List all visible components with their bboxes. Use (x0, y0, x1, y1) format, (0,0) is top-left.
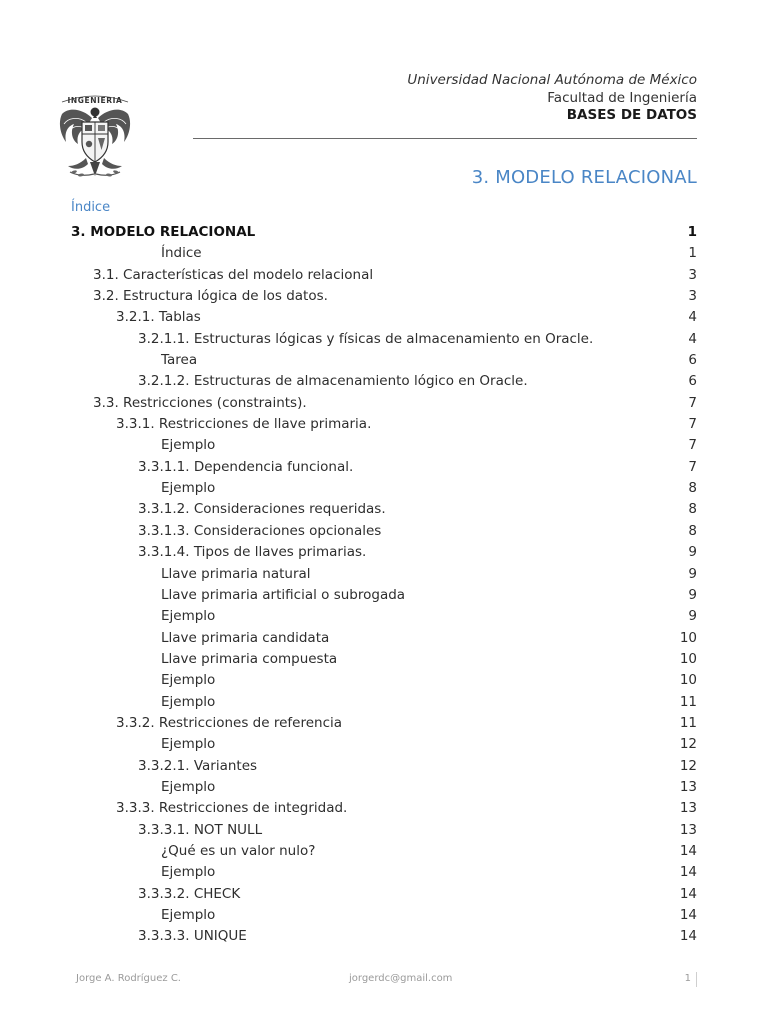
toc-entry[interactable] (71, 350, 697, 371)
header-rule (193, 138, 697, 139)
toc-entry-page: 9 (688, 544, 697, 561)
toc-entry[interactable] (71, 777, 697, 798)
toc-entry-page: 11 (679, 714, 697, 731)
toc-entry-page: 6 (688, 352, 697, 369)
toc-entry-label: Ejemplo (161, 480, 216, 497)
toc-entry[interactable] (71, 478, 697, 499)
toc-entry[interactable] (71, 585, 697, 606)
toc-entry-page: 7 (688, 437, 697, 454)
faculty-name: Facultad de Ingeniería (547, 89, 697, 106)
toc-entry-label: 3.3.3.3. UNIQUE (138, 928, 247, 945)
toc-entry-page: 9 (688, 565, 697, 582)
toc-entry[interactable] (71, 222, 697, 243)
toc-entry-label: 3.3.3.2. CHECK (138, 885, 241, 902)
toc-entry-label: Llave primaria candidata (161, 629, 330, 646)
toc-entry-label: Ejemplo (161, 864, 216, 881)
toc-entry-page: 14 (679, 907, 697, 923)
toc-entry[interactable] (71, 734, 697, 755)
toc-entry[interactable] (71, 649, 697, 670)
toc-entry-page: 13 (679, 800, 697, 817)
toc-entry-page: 12 (679, 757, 697, 774)
toc-entry-page: 12 (679, 736, 697, 753)
toc-entry-page: 9 (688, 586, 697, 603)
toc-entry-label: Llave primaria natural (161, 565, 311, 582)
toc-entry-page: 1 (687, 224, 697, 240)
toc-entry[interactable] (71, 414, 697, 435)
chapter-title: 3. MODELO RELACIONAL (471, 167, 697, 188)
toc-entry-label: 3.3.1.3. Consideraciones opcionales (138, 522, 382, 539)
footer-divider (696, 972, 697, 987)
toc-entry-page: 14 (679, 928, 697, 945)
toc-entry[interactable] (71, 692, 697, 713)
toc-entry-page: 7 (688, 416, 697, 433)
toc-entry-page: 6 (688, 373, 697, 390)
toc-entry[interactable] (71, 798, 697, 819)
toc-entry-label: 3.3.3.1. NOT NULL (138, 821, 263, 838)
toc-entry-page: 14 (679, 864, 697, 881)
toc-entry-label: Ejemplo (161, 693, 216, 710)
toc-entry-page: 3 (688, 266, 697, 283)
toc-entry[interactable] (71, 243, 697, 264)
toc-entry-label: 3.3.2. Restricciones de referencia (116, 714, 343, 731)
toc-entry-label: 3.2.1. Tablas (116, 309, 201, 326)
toc-entry-page: 8 (688, 501, 697, 518)
toc-entry-page: 9 (688, 608, 697, 625)
toc-entry[interactable] (71, 499, 697, 520)
toc-entry-label: 3.2.1.2. Estructuras de almacenamiento lógico en Oracle. (138, 373, 528, 390)
toc-entry-label: 3.2.1.1. Estructuras lógicas y físicas de almacenamiento en Oracle. (138, 330, 594, 347)
toc-entry-label: 3.3.1.2. Consideraciones requeridas. (138, 501, 386, 518)
toc-entry[interactable] (71, 286, 697, 307)
toc-entry-label: 3.3.1.4. Tipos de llaves primarias. (138, 544, 367, 561)
toc-entry-label: Llave primaria compuesta (161, 650, 338, 667)
toc-entry-page: 11 (679, 693, 697, 710)
toc-entry-page: 14 (679, 842, 697, 859)
toc-entry-page: 8 (688, 522, 697, 539)
toc-entry-page: 7 (688, 394, 697, 411)
toc-entry[interactable] (71, 713, 697, 734)
toc-entry[interactable] (71, 628, 697, 649)
toc-entry-label: Llave primaria artificial o subrogada (161, 586, 406, 603)
university-name: Universidad Nacional Autónoma de México (407, 72, 697, 88)
toc-entry[interactable] (71, 457, 697, 478)
logo-text: INGENIERIA (67, 96, 123, 105)
document-footer (76, 973, 697, 987)
toc-entry[interactable] (71, 862, 697, 883)
toc-entry-label: Ejemplo (161, 437, 216, 454)
toc-entry[interactable] (71, 435, 697, 456)
toc-entry-label: Ejemplo (161, 672, 216, 689)
toc-entry-page: 3 (688, 288, 697, 305)
toc-entry-page: 4 (688, 309, 697, 326)
toc-entry-label: Ejemplo (161, 608, 216, 625)
toc-entry[interactable] (71, 926, 697, 947)
footer-page-number: 1 (684, 973, 691, 984)
toc-entry-page: 10 (679, 650, 697, 667)
toc-entry-page: 10 (679, 672, 697, 689)
ingenieria-seal-icon (56, 92, 134, 182)
toc-entry[interactable] (71, 307, 697, 328)
toc-entry[interactable] (71, 820, 697, 841)
toc-entry-label: Ejemplo (161, 736, 216, 753)
toc-entry-label: Ejemplo (161, 778, 216, 795)
toc-entry[interactable] (71, 841, 697, 862)
toc-entry[interactable] (71, 329, 697, 350)
toc-entry-label: 3.3. Restricciones (constraints). (93, 394, 307, 411)
toc-entry-label: 3.3.1.1. Dependencia funcional. (138, 458, 354, 475)
toc-entry-page: 4 (688, 330, 697, 347)
toc-entry[interactable] (71, 606, 697, 627)
toc-entry-label: 3.3.2.1. Variantes (138, 757, 258, 774)
table-of-contents (71, 222, 697, 948)
toc-entry-label: Tarea (161, 352, 198, 369)
index-link[interactable]: Índice (71, 200, 111, 215)
toc-entry-label: 3.2. Estructura lógica de los datos. (93, 288, 328, 305)
toc-entry-label: 3.1. Características del modelo relacional (93, 266, 374, 283)
toc-entry-page: 13 (679, 778, 697, 795)
toc-entry-page: 10 (679, 629, 697, 646)
toc-entry-label: 3. MODELO RELACIONAL (71, 224, 256, 240)
toc-entry[interactable] (71, 905, 697, 926)
toc-entry[interactable] (71, 670, 697, 691)
toc-entry[interactable] (71, 265, 697, 286)
toc-entry-label: Ejemplo (161, 907, 216, 923)
toc-entry[interactable] (71, 756, 697, 777)
toc-entry[interactable] (71, 521, 697, 542)
toc-entry[interactable] (71, 393, 697, 414)
toc-entry-page: 7 (688, 458, 697, 475)
footer-author: Jorge A. Rodríguez C. (76, 973, 181, 984)
toc-entry[interactable] (71, 884, 697, 905)
document-header (407, 72, 697, 125)
toc-entry-page: 13 (679, 821, 697, 838)
toc-entry-page: 8 (688, 480, 697, 497)
toc-entry-page: 14 (679, 885, 697, 902)
toc-entry[interactable] (71, 371, 697, 392)
toc-entry[interactable] (71, 564, 697, 585)
toc-entry[interactable] (71, 542, 697, 563)
toc-entry-page: 1 (688, 245, 697, 262)
toc-entry-label: 3.3.3. Restricciones de integridad. (116, 800, 348, 817)
footer-email: jorgerdc@gmail.com (349, 973, 453, 984)
toc-entry-label: Índice (161, 245, 202, 262)
course-name: BASES DE DATOS (566, 107, 697, 123)
toc-entry-label: 3.3.1. Restricciones de llave primaria. (116, 416, 372, 433)
toc-entry-label: ¿Qué es un valor nulo? (161, 842, 316, 859)
